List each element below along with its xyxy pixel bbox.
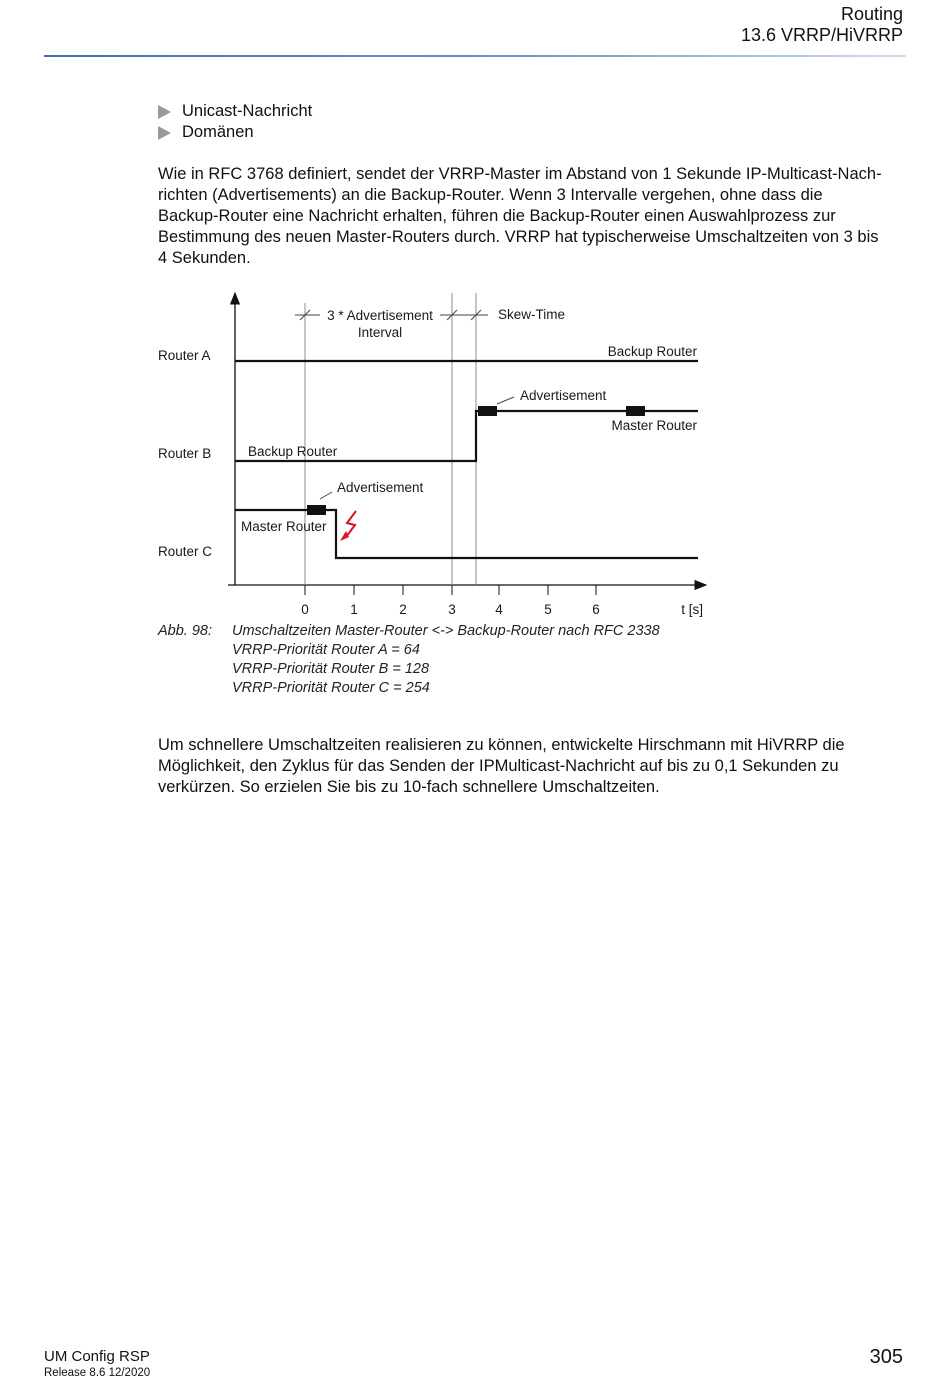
triangle-bullet-icon <box>158 105 171 119</box>
advertisement-label-b: Advertisement <box>520 388 607 403</box>
x-tick-label: 4 <box>495 602 503 617</box>
router-a-state: Backup Router <box>607 344 697 359</box>
x-tick-label: 2 <box>399 602 407 617</box>
page-number: 305 <box>869 1346 903 1368</box>
router-label: Router C <box>158 544 213 559</box>
paragraph-line: Backup-Router eine Nachricht erhalten, führen die Backup-Router einen Auswahlprozess zur <box>158 207 836 225</box>
list-item-label: Domänen <box>182 123 254 141</box>
x-axis-unit: t [s] <box>681 602 703 617</box>
caption-label: Abb. 98: <box>158 623 213 639</box>
paragraph-line: Wie in RFC 3768 definiert, sendet der VRRP-Master im Abstand von 1 Sekunde IP-Multicast-Nach- <box>158 165 882 183</box>
paragraph-line: 4 Sekunden. <box>158 249 251 267</box>
header-subsection: 13.6 VRRP/HiVRRP <box>740 25 903 45</box>
interval-label: 3 * Advertisement <box>327 308 433 323</box>
advertisement-pointer <box>320 492 332 499</box>
interval-label: Interval <box>357 325 403 340</box>
caption-line: VRRP-Priorität Router B = 128 <box>232 661 430 677</box>
advertisement-packet <box>626 406 645 416</box>
x-tick-label: 1 <box>350 602 358 617</box>
router-c-state: Master Router <box>241 519 327 534</box>
footer-release: Release 8.6 12/2020 <box>44 1367 151 1379</box>
x-tick-label: 6 <box>592 602 600 617</box>
skew-time-label: Skew-Time <box>498 307 566 322</box>
intro-paragraph <box>158 164 910 269</box>
x-tick-label: 5 <box>544 602 552 617</box>
header-rule <box>44 55 906 57</box>
caption-line: VRRP-Priorität Router A = 64 <box>232 642 420 658</box>
advertisement-label-c: Advertisement <box>337 480 424 495</box>
footer-doc-info <box>44 1348 150 1380</box>
triangle-bullet-icon <box>158 126 171 140</box>
router-label: Router A <box>158 348 211 363</box>
bullet-list <box>158 101 312 143</box>
vrrp-timing-diagram <box>150 285 720 620</box>
x-tick-label: 0 <box>301 602 309 617</box>
paragraph-line: Möglichkeit, den Zyklus für das Senden der IPMulticast-Nachricht auf bis zu 0,1 Sekunden zu <box>158 757 839 775</box>
caption-line: VRRP-Priorität Router C = 254 <box>232 680 430 696</box>
router-label: Router B <box>158 446 212 461</box>
running-header <box>741 4 903 46</box>
router-c-signal <box>235 510 698 558</box>
header-section: Routing <box>840 4 903 24</box>
router-b-state-after: Master Router <box>611 418 697 433</box>
x-tick-label: 3 <box>448 602 456 617</box>
advertisement-pointer <box>497 397 514 404</box>
paragraph-line: Bestimmung des neuen Master-Routers durch. VRRP hat typischerweise Umschaltzeiten von 3 bis <box>158 228 879 246</box>
paragraph-line: richten (Advertisements) an die Backup-Router. Wenn 3 Intervalle vergehen, ohne dass die <box>158 186 823 204</box>
list-item-label: Unicast-Nachricht <box>182 102 313 120</box>
paragraph-line: Um schnellere Umschaltzeiten realisieren zu können, entwickelte Hirschmann mit HiVRRP die <box>158 736 845 754</box>
paragraph-line: verkürzen. So erzielen Sie bis zu 10-fach schnellere Umschaltzeiten. <box>158 778 660 796</box>
list-item <box>158 101 312 122</box>
advertisement-packet <box>478 406 497 416</box>
router-b-state-before: Backup Router <box>248 444 338 459</box>
footer-doc-title: UM Config RSP <box>44 1348 150 1365</box>
failure-lightning-icon <box>340 511 356 541</box>
advertisement-packet <box>307 505 326 515</box>
caption-line: Umschaltzeiten Master-Router <-> Backup-Router nach RFC 2338 <box>232 623 660 639</box>
x-axis-ticks <box>305 585 596 595</box>
hivrrp-paragraph <box>158 735 910 798</box>
list-item <box>158 122 312 143</box>
